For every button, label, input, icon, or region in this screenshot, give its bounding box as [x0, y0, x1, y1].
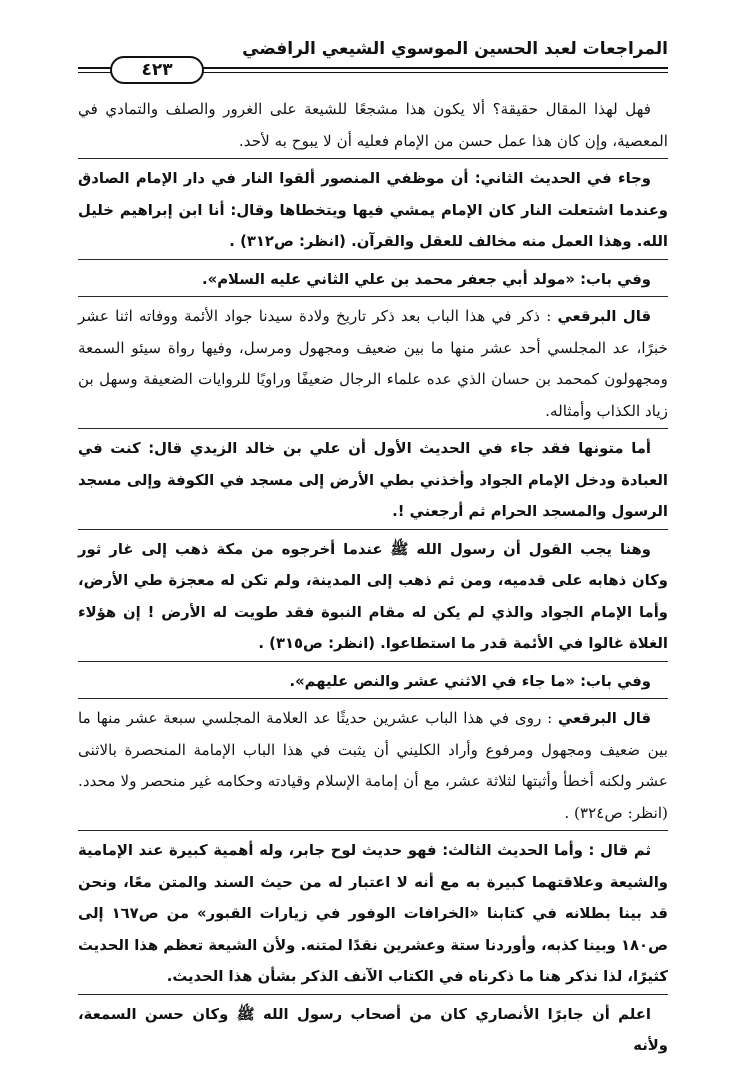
paragraph-10: [78, 999, 668, 1062]
body-text: [78, 94, 668, 1062]
paragraph-label: أما متونها: [578, 440, 651, 457]
paragraph-separator: [78, 994, 668, 997]
paragraph-1: [78, 94, 668, 157]
paragraph-text: اعلم أن جابرًا الأنصاري كان من أصحاب رسول الله ﷺ وكان حسن السمعة، ولأنه: [78, 1005, 668, 1054]
paragraph-label: ثم قال: [600, 842, 652, 859]
paragraph-text: فهل لهذا المقال حقيقة؟ ألا يكون هذا مشجعًا للشيعة على الغرور والصلف والتمادي في المعصية، وإن كان هذا عمل حسن من الإمام فعليه أن لا يبوح به لأحد.: [78, 100, 668, 150]
paragraph-separator: [78, 698, 668, 701]
paragraph-9: [78, 835, 668, 993]
paragraph-label: قال البرقعي: [557, 308, 652, 325]
paragraph-8: [78, 703, 668, 829]
paragraph-text: : ذكر في هذا الباب بعد ذكر تاريخ ولادة سيدنا جواد الأئمة ووفاته اثنا عشر خبرًا، عد المجلسي أحد عشر منها ما بين ضعيف ومجهول ومرسل، وفيها رواة سيئو السمعة ومجهولون كمحمد بن حسان الذي عده علماء الرجال ضعيفًا وراويًا للروايات الضعيفة وسهل بن زياد الكذاب وأمثاله.: [78, 307, 668, 420]
paragraph-text: : روى في هذا الباب عشرين حديثًا عد العلامة المجلسي سبعة عشر منها ما بين ضعيف ومجهول ومرفوع وأراد الكليني أن يثبت في هذا الباب الإمامة المنحصرة بالاثنى عشر ولكنه أخطأ وأثبتها لثلاثة عشر، مع أن إمامة الإسلام وقيادته وحكامه غير منحصر ولا محدد. (انظر: ص٣٢٤) .: [78, 709, 668, 822]
paragraph-7-chapter: [78, 666, 668, 698]
page-number: ٤٢٣: [141, 60, 173, 80]
chapter-heading: وفي باب: «مولد أبي جعفر محمد بن علي الثاني عليه السلام».: [202, 270, 651, 288]
paragraph-6: [78, 534, 668, 660]
paragraph-text: وجاء في الحديث الثاني: أن موظفي المنصور ألقوا النار في دار الإمام الصادق وعندما اشتعلت النار كان الإمام يمشي فيها ويتخطاها وقال: أنا ابن إبراهيم خليل الله. وهذا العمل منه مخالف للعقل والقرآن. (انظر: ص٣١٢) .: [78, 170, 668, 250]
paragraph-5: [78, 433, 668, 528]
running-title: المراجعات لعبد الحسين الموسوي الشيعي الرافضي: [242, 39, 668, 59]
paragraph-separator: [78, 529, 668, 532]
paragraph-label: قال البرقعي: [557, 710, 652, 727]
paragraph-separator: [78, 296, 668, 299]
paragraph-4: [78, 301, 668, 427]
paragraph-separator: [78, 428, 668, 431]
paragraph-text: وهنا يجب القول أن رسول الله ﷺ عندما أخرجوه من مكة ذهب إلى غار ثور وكان ذهابه على قدميه، ومن ثم ذهب إلى المدينة، ولم تكن له معجزة طي الأرض، وأما الإمام الجواد والذي لم يكن له مقام النبوة فقد طويت له الأرض ! إن هؤلاء الغلاة غالوا في الأئمة قدر ما استطاعوا. (انظر: ص٣١٥) .: [78, 540, 668, 652]
paragraph-text: : وأما الحديث الثالث: فهو حديث لوح جابر، وله أهمية كبيرة عند الإمامية والشيعة وعلاقتهما كبيرة به مع أنه لا اعتبار له من حيث السند والمتن معًا، ونحن قد بينا بطلانه في كتابنا «الخرافات الوفور في زيارات القبور» من ص١٦٧ إلى ص١٨٠ وبينا كذبه، وأوردنا ستة وعشرين نقدًا لمتنه. ولأن الشيعة تعظم هذا الحديث كثيرًا، لذا نذكر هنا ما ذكرناه في الكتاب الآنف الذكر بشأن هذا الحديث.: [78, 842, 669, 985]
paragraph-separator: [78, 158, 668, 161]
paragraph-2: [78, 163, 668, 258]
chapter-heading: وفي باب: «ما جاء في الاثني عشر والنص عليهم».: [289, 672, 651, 690]
paragraph-separator: [78, 259, 668, 262]
paragraph-text: فقد جاء في الحديث الأول أن علي بن خالد الزيدي قال: كنت في العبادة ودخل الإمام الجواد وأخذني بطي الأرض إلى مسجد في الكوفة وإلى مسجد الرسول والمسجد الحرام ثم أرجعني !.: [78, 440, 668, 520]
paragraph-3-chapter: [78, 264, 668, 296]
page-number-badge: [110, 56, 204, 84]
paragraph-separator: [78, 830, 668, 833]
paragraph-separator: [78, 661, 668, 664]
